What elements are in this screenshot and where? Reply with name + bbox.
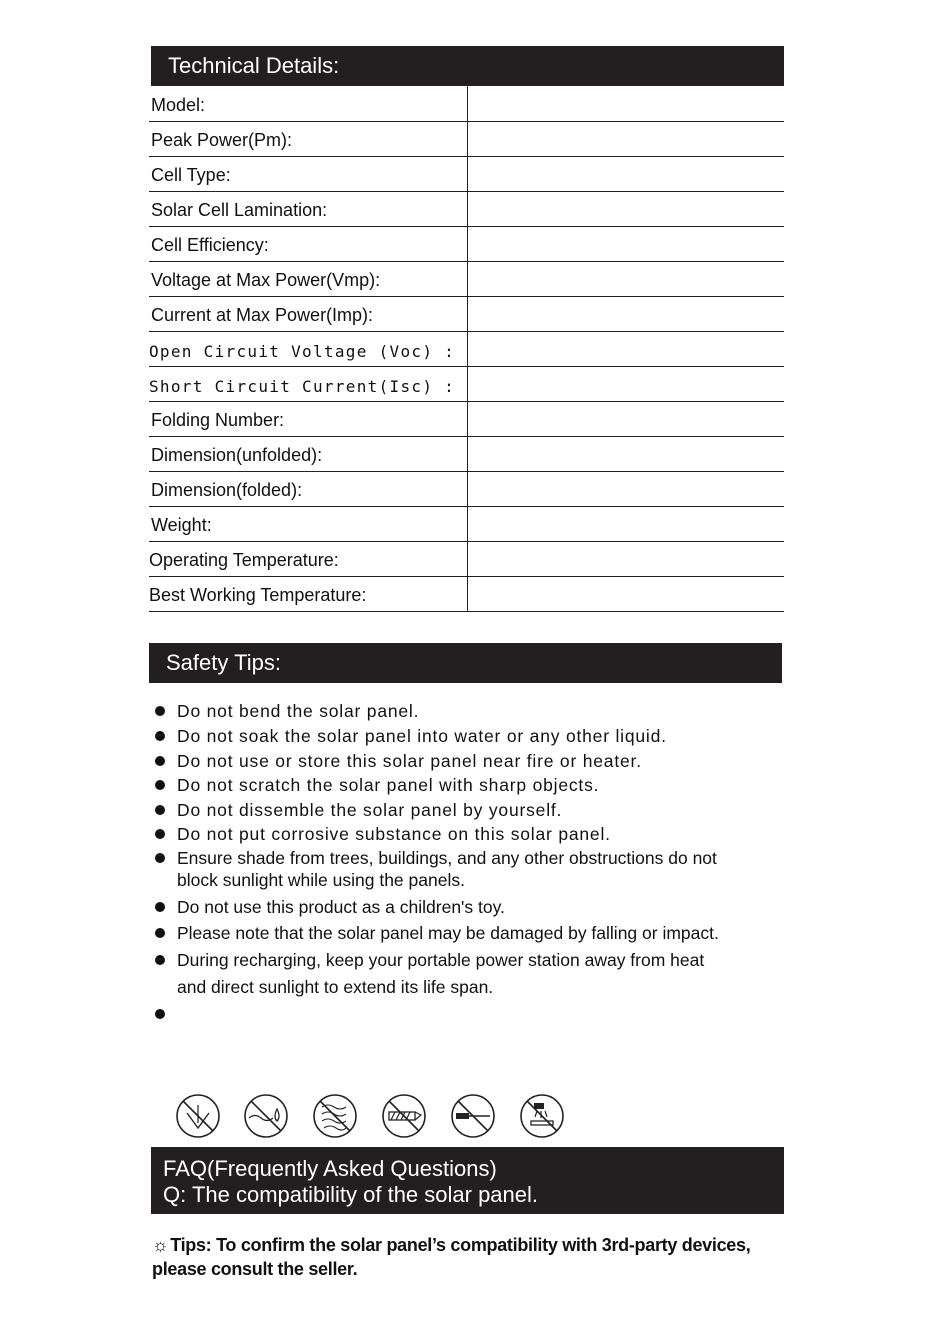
spec-value xyxy=(467,227,784,261)
spec-value xyxy=(467,577,784,611)
no-scratch-icon xyxy=(381,1093,427,1139)
faq-question: Q: The compatibility of the solar panel. xyxy=(163,1182,539,1207)
sun-icon: ☼ xyxy=(152,1235,169,1255)
spec-value xyxy=(467,122,784,156)
spec-value xyxy=(467,507,784,541)
spec-label: Cell Efficiency: xyxy=(151,235,269,255)
spec-label: Best Working Temperature: xyxy=(149,585,367,605)
tip-line-1: Tips: To confirm the solar panel’s compatibility with 3rd-party devices, xyxy=(170,1235,751,1255)
faq-title: FAQ(Frequently Asked Questions) xyxy=(163,1156,497,1181)
safety-tips-title: Safety Tips: xyxy=(166,650,281,675)
spec-value xyxy=(467,157,784,191)
spec-row-weight xyxy=(149,507,784,542)
list-item: Do not put corrosive substance on this solar panel. xyxy=(155,823,795,847)
compatibility-tip xyxy=(152,1233,802,1281)
spec-row-isc xyxy=(149,367,784,402)
no-water-icon xyxy=(243,1093,289,1139)
spec-label: Current at Max Power(Imp): xyxy=(151,305,374,325)
list-item xyxy=(155,949,795,1001)
faq-header xyxy=(151,1147,784,1214)
spec-row-folding xyxy=(149,402,784,437)
spec-value xyxy=(467,192,784,226)
list-item: Do not soak the solar panel into water or any other liquid. xyxy=(155,725,795,750)
spec-label: Weight: xyxy=(151,515,212,535)
spec-value xyxy=(467,86,784,121)
spec-label: Short Circuit Current(Isc) : xyxy=(149,377,456,396)
spec-label: Cell Type: xyxy=(151,165,231,185)
no-heat-icon xyxy=(312,1093,358,1139)
list-item: Do not use this product as a children's toy. xyxy=(155,896,795,922)
list-item xyxy=(155,1003,795,1025)
spec-row-peak-power xyxy=(149,122,784,157)
spec-value xyxy=(467,437,784,471)
safety-tips-list xyxy=(155,700,795,1025)
spec-label: Solar Cell Lamination: xyxy=(151,200,328,220)
spec-label: Operating Temperature: xyxy=(149,550,339,570)
list-item-line: Ensure shade from trees, buildings, and any other obstructions do not xyxy=(177,848,717,868)
spec-label: Dimension(unfolded): xyxy=(151,445,323,465)
spec-row-operating-temp xyxy=(149,542,784,577)
spec-row-lamination xyxy=(149,192,784,227)
list-item: Do not bend the solar panel. xyxy=(155,700,795,725)
spec-value xyxy=(467,332,784,366)
spec-label: Peak Power(Pm): xyxy=(151,130,293,150)
no-disassemble-icon xyxy=(450,1093,496,1139)
spec-value xyxy=(467,402,784,436)
spec-label: Open Circuit Voltage (Voc) : xyxy=(149,342,456,361)
spec-value xyxy=(467,542,784,576)
list-item: Please note that the solar panel may be damaged by falling or impact. xyxy=(155,922,795,949)
safety-tips-header xyxy=(149,643,782,683)
spec-label: Folding Number: xyxy=(151,410,285,430)
technical-details-header xyxy=(151,46,784,86)
list-item-line: During recharging, keep your portable power station away from heat xyxy=(177,950,705,970)
technical-details-title: Technical Details: xyxy=(168,53,340,78)
list-item xyxy=(155,847,795,896)
spec-label: Dimension(folded): xyxy=(151,480,303,500)
spec-row-model xyxy=(149,86,784,122)
spec-value xyxy=(467,472,784,506)
spec-label: Voltage at Max Power(Vmp): xyxy=(151,270,381,290)
spec-value xyxy=(467,297,784,331)
spec-label: Model: xyxy=(151,95,206,115)
no-corrosive-icon xyxy=(519,1093,565,1139)
spec-table xyxy=(149,86,784,612)
spec-row-efficiency xyxy=(149,227,784,262)
tip-line-2: please consult the seller. xyxy=(152,1259,358,1279)
spec-row-voc xyxy=(149,332,784,367)
spec-row-dimension-folded xyxy=(149,472,784,507)
spec-row-best-temp xyxy=(149,577,784,612)
spec-value xyxy=(467,262,784,296)
spec-row-cell-type xyxy=(149,157,784,192)
spec-row-imp xyxy=(149,297,784,332)
list-item-line: and direct sunlight to extend its life span. xyxy=(177,977,494,997)
spec-row-vmp xyxy=(149,262,784,297)
list-item: Do not dissemble the solar panel by yourself. xyxy=(155,799,795,823)
no-bending-icon xyxy=(175,1093,221,1139)
list-item: Do not scratch the solar panel with sharp objects. xyxy=(155,774,795,799)
list-item-line: block sunlight while using the panels. xyxy=(177,870,465,890)
spec-row-dimension-unfolded xyxy=(149,437,784,472)
spec-value xyxy=(467,367,784,401)
list-item: Do not use or store this solar panel near fire or heater. xyxy=(155,750,795,774)
